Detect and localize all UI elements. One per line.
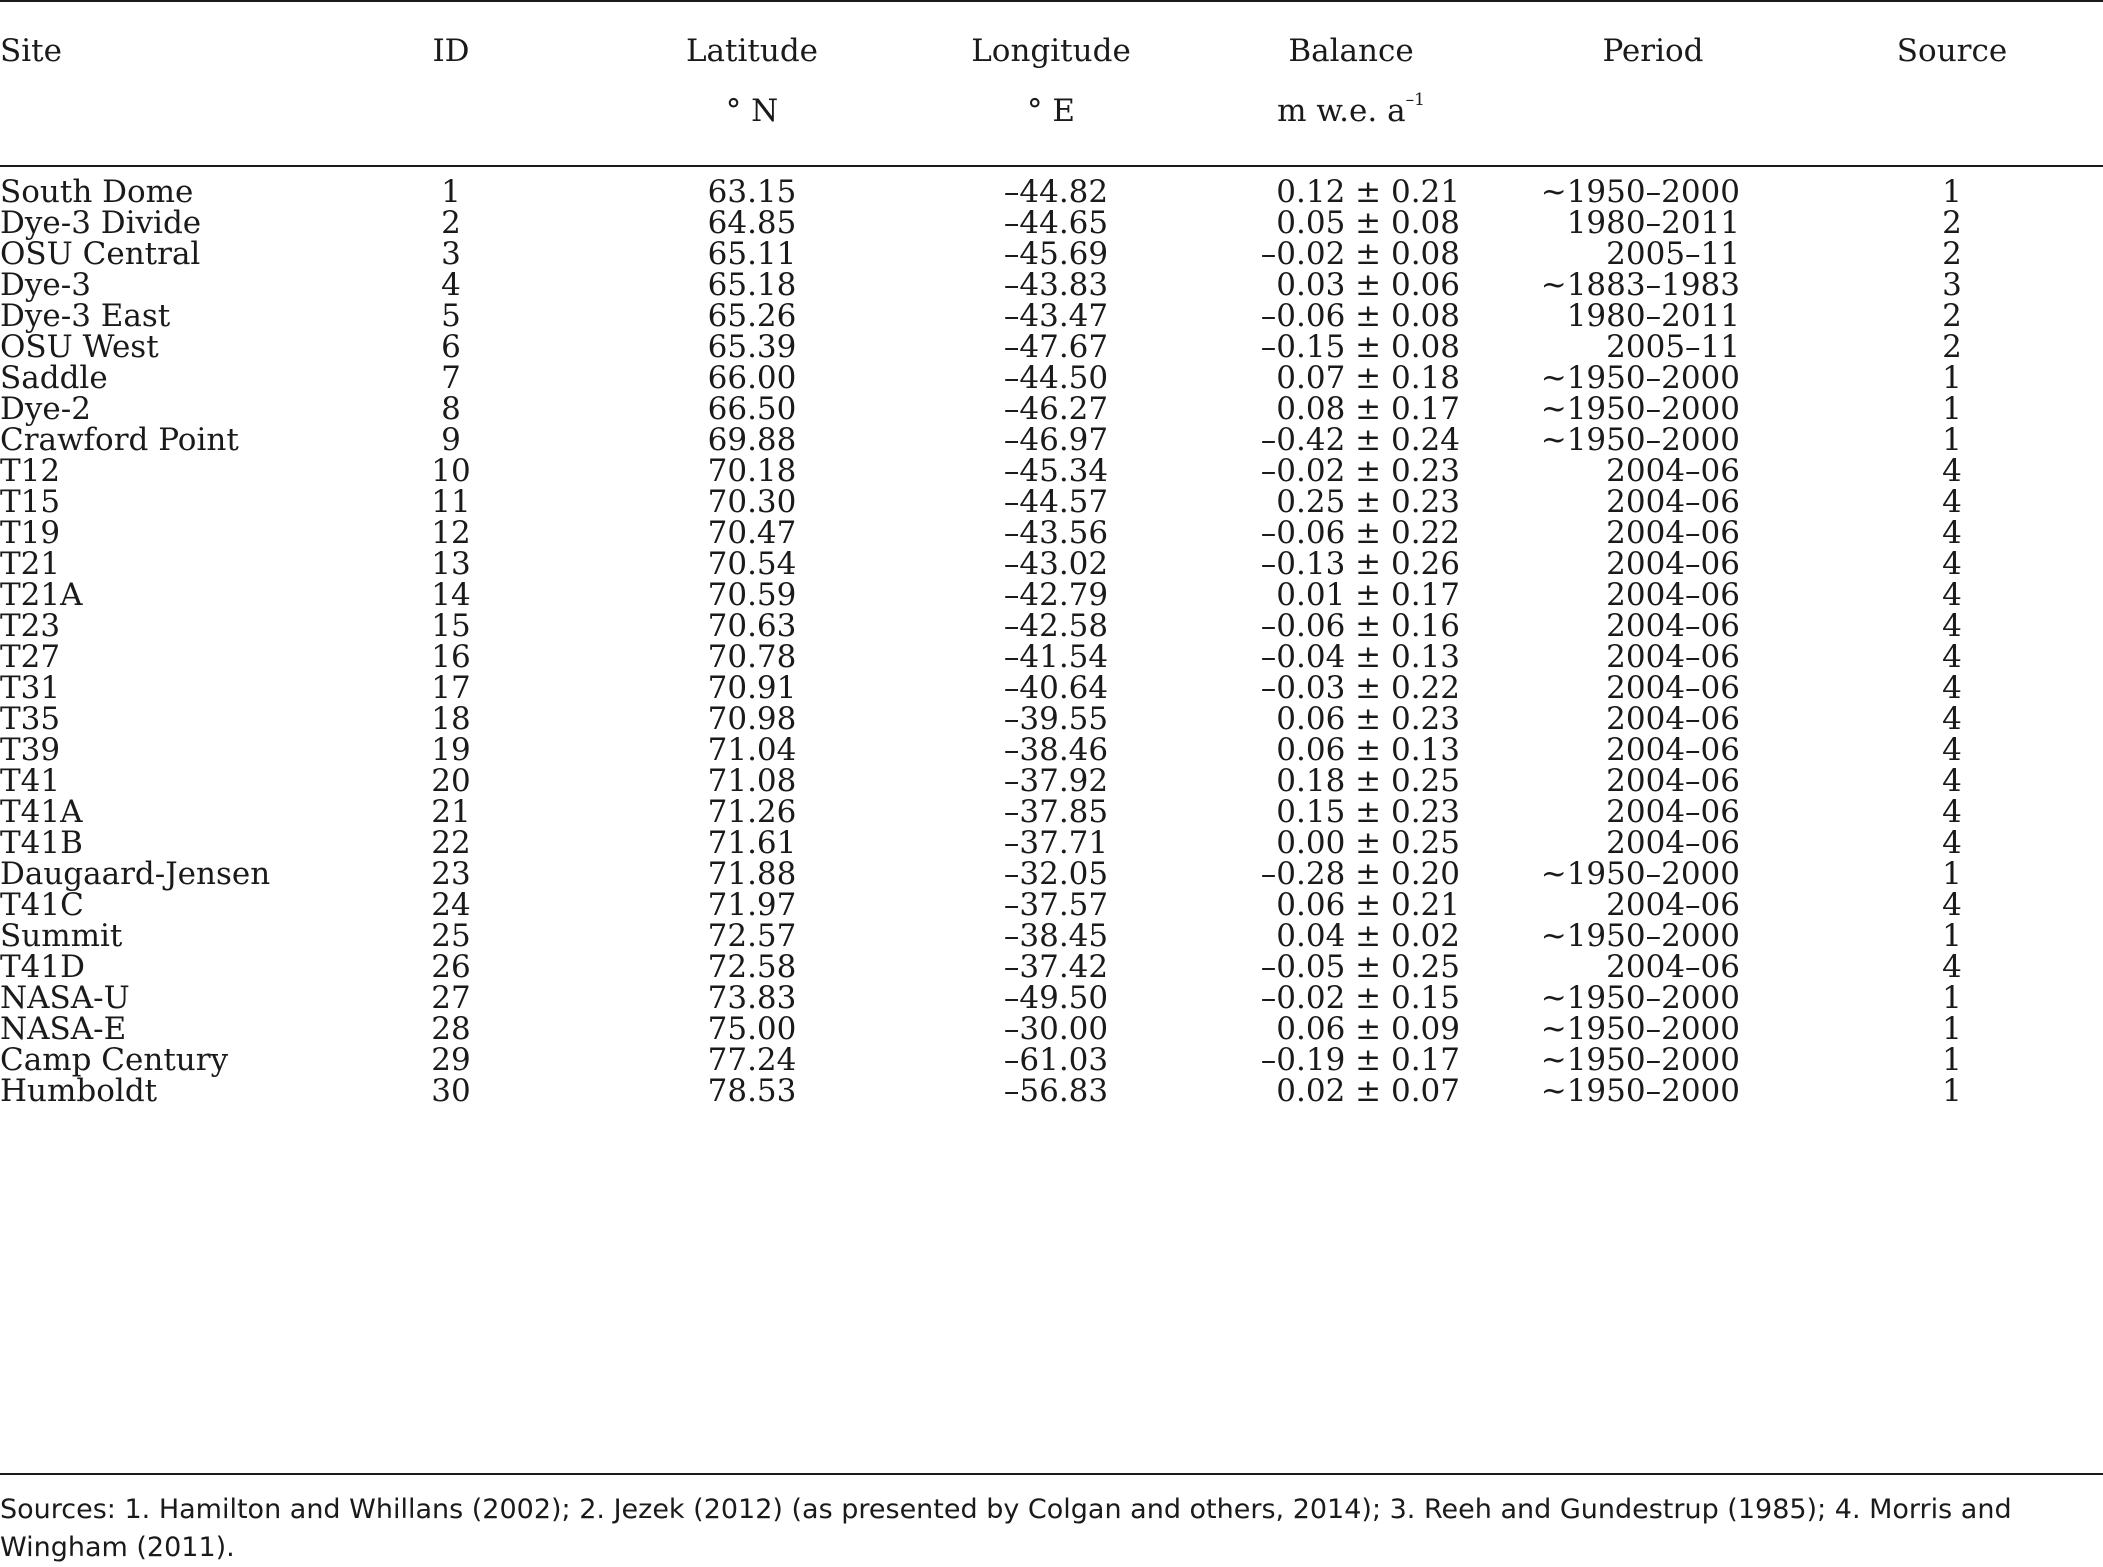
balance-cell: –0.06 ± 0.22 [1260, 515, 1460, 551]
latitude-cell: 65.26 [707, 298, 797, 334]
balance-cell: –0.04 ± 0.13 [1260, 639, 1460, 675]
source-cell: 1 [1942, 1042, 1962, 1078]
latitude-cell: 77.24 [707, 1042, 797, 1078]
site-cell: Daugaard-Jensen [0, 856, 271, 892]
id-cell: 30 [431, 1073, 471, 1109]
balance-cell: 0.18 ± 0.25 [1276, 763, 1460, 799]
source-cell: 4 [1942, 453, 1962, 489]
longitude-cell: –44.65 [1003, 205, 1109, 241]
bottom-rule [0, 1473, 2103, 1475]
site-cell: South Dome [0, 174, 194, 210]
period-cell: ~1950–2000 [1540, 360, 1740, 396]
source-cell: 4 [1942, 949, 1962, 985]
balance-cell: 0.03 ± 0.06 [1276, 267, 1460, 303]
latitude-cell: 71.04 [707, 732, 797, 768]
site-cell: Camp Century [0, 1042, 229, 1078]
longitude-cell: –37.57 [1003, 887, 1109, 923]
unit-latitude: ° N [725, 93, 779, 129]
id-cell: 24 [431, 887, 471, 923]
id-cell: 1 [441, 174, 461, 210]
latitude-cell: 70.47 [707, 515, 797, 551]
latitude-cell: 69.88 [707, 422, 797, 458]
latitude-cell: 78.53 [707, 1073, 797, 1109]
longitude-cell: –37.92 [1003, 763, 1109, 799]
balance-cell: 0.06 ± 0.21 [1276, 887, 1460, 923]
longitude-cell: –30.00 [1003, 1011, 1109, 1047]
longitude-cell: –40.64 [1003, 670, 1109, 706]
longitude-cell: –45.69 [1003, 236, 1109, 272]
balance-cell: 0.04 ± 0.02 [1276, 918, 1460, 954]
site-cell: Saddle [0, 360, 108, 396]
source-cell: 4 [1942, 670, 1962, 706]
header-period: Period [1602, 33, 1704, 69]
source-cell: 4 [1942, 794, 1962, 830]
balance-cell: –0.28 ± 0.20 [1260, 856, 1460, 892]
longitude-cell: –43.83 [1003, 267, 1109, 303]
header-balance: Balance [1288, 33, 1414, 69]
source-cell: 1 [1942, 174, 1962, 210]
source-cell: 1 [1942, 1073, 1962, 1109]
site-cell: T21A [0, 577, 83, 613]
balance-cell: 0.01 ± 0.17 [1276, 577, 1460, 613]
period-cell: ~1883–1983 [1540, 267, 1740, 303]
site-cell: Crawford Point [0, 422, 239, 458]
balance-cell: 0.06 ± 0.09 [1276, 1011, 1460, 1047]
latitude-cell: 65.11 [707, 236, 797, 272]
source-cell: 4 [1942, 515, 1962, 551]
source-cell: 1 [1942, 1011, 1962, 1047]
longitude-cell: –46.27 [1003, 391, 1109, 427]
source-cell: 4 [1942, 639, 1962, 675]
id-cell: 18 [431, 701, 471, 737]
id-cell: 29 [431, 1042, 471, 1078]
site-cell: T15 [0, 484, 61, 520]
longitude-cell: –44.57 [1003, 484, 1109, 520]
latitude-cell: 71.08 [707, 763, 797, 799]
period-cell: ~1950–2000 [1540, 1042, 1740, 1078]
balance-cell: 0.06 ± 0.23 [1276, 701, 1460, 737]
period-cell: 2004–06 [1606, 825, 1740, 861]
site-cell: NASA-E [0, 1011, 127, 1047]
site-cell: Summit [0, 918, 123, 954]
period-cell: 2004–06 [1606, 484, 1740, 520]
period-cell: ~1950–2000 [1540, 174, 1740, 210]
latitude-cell: 70.18 [707, 453, 797, 489]
longitude-cell: –44.50 [1003, 360, 1109, 396]
latitude-cell: 71.61 [707, 825, 797, 861]
id-cell: 17 [431, 670, 471, 706]
longitude-cell: –39.55 [1003, 701, 1109, 737]
balance-cell: 0.07 ± 0.18 [1276, 360, 1460, 396]
id-cell: 4 [441, 267, 461, 303]
balance-cell: –0.42 ± 0.24 [1260, 422, 1460, 458]
site-cell: T41 [0, 763, 61, 799]
source-cell: 4 [1942, 484, 1962, 520]
top-rule [0, 0, 2103, 2]
site-cell: T41B [0, 825, 83, 861]
longitude-cell: –56.83 [1003, 1073, 1109, 1109]
site-cell: T41A [0, 794, 83, 830]
period-cell: 2005–11 [1606, 236, 1740, 272]
balance-cell: –0.13 ± 0.26 [1260, 546, 1460, 582]
site-cell: OSU West [0, 329, 159, 365]
balance-cell: –0.03 ± 0.22 [1260, 670, 1460, 706]
source-cell: 1 [1942, 856, 1962, 892]
longitude-cell: –47.67 [1003, 329, 1109, 365]
latitude-cell: 70.59 [707, 577, 797, 613]
source-cell: 4 [1942, 887, 1962, 923]
site-cell: T39 [0, 732, 61, 768]
site-cell: Dye-3 East [0, 298, 171, 334]
id-cell: 9 [441, 422, 461, 458]
unit-balance-exponent: –1 [1405, 90, 1425, 110]
latitude-cell: 75.00 [707, 1011, 797, 1047]
period-cell: 2004–06 [1606, 608, 1740, 644]
site-cell: T41C [0, 887, 84, 923]
source-cell: 4 [1942, 701, 1962, 737]
source-cell: 1 [1942, 360, 1962, 396]
header-source: Source [1896, 33, 2008, 69]
id-cell: 7 [441, 360, 461, 396]
source-cell: 1 [1942, 918, 1962, 954]
balance-cell: 0.02 ± 0.07 [1276, 1073, 1460, 1109]
id-cell: 14 [431, 577, 471, 613]
period-cell: ~1950–2000 [1540, 918, 1740, 954]
header-id: ID [432, 33, 470, 69]
balance-cell: –0.06 ± 0.16 [1260, 608, 1460, 644]
latitude-cell: 71.88 [707, 856, 797, 892]
latitude-cell: 72.57 [707, 918, 797, 954]
unit-balance-base: m w.e. a [1277, 93, 1406, 129]
source-cell: 4 [1942, 763, 1962, 799]
unit-longitude: ° E [1027, 93, 1075, 129]
balance-cell: –0.02 ± 0.08 [1260, 236, 1460, 272]
site-cell: T12 [0, 453, 61, 489]
id-cell: 16 [431, 639, 471, 675]
period-cell: ~1950–2000 [1540, 422, 1740, 458]
balance-cell: –0.06 ± 0.08 [1260, 298, 1460, 334]
longitude-cell: –38.45 [1003, 918, 1109, 954]
site-cell: Dye-3 Divide [0, 205, 202, 241]
longitude-cell: –37.85 [1003, 794, 1109, 830]
balance-cell: 0.25 ± 0.23 [1276, 484, 1460, 520]
balance-cell: 0.08 ± 0.17 [1276, 391, 1460, 427]
longitude-cell: –43.47 [1003, 298, 1109, 334]
site-cell: NASA-U [0, 980, 130, 1016]
period-cell: 2004–06 [1606, 949, 1740, 985]
source-cell: 4 [1942, 608, 1962, 644]
longitude-cell: –61.03 [1003, 1042, 1109, 1078]
balance-cell: –0.15 ± 0.08 [1260, 329, 1460, 365]
site-cell: T27 [0, 639, 61, 675]
period-cell: 2004–06 [1606, 546, 1740, 582]
id-cell: 25 [431, 918, 471, 954]
table-row [0, 1073, 2103, 1117]
period-cell: ~1950–2000 [1540, 391, 1740, 427]
balance-cell: 0.00 ± 0.25 [1276, 825, 1460, 861]
period-cell: ~1950–2000 [1540, 980, 1740, 1016]
balance-cell: –0.19 ± 0.17 [1260, 1042, 1460, 1078]
period-cell: 2004–06 [1606, 639, 1740, 675]
longitude-cell: –41.54 [1003, 639, 1109, 675]
latitude-cell: 73.83 [707, 980, 797, 1016]
id-cell: 23 [431, 856, 471, 892]
longitude-cell: –32.05 [1003, 856, 1109, 892]
source-cell: 1 [1942, 391, 1962, 427]
id-cell: 15 [431, 608, 471, 644]
latitude-cell: 66.50 [707, 391, 797, 427]
period-cell: 2004–06 [1606, 701, 1740, 737]
balance-cell: 0.15 ± 0.23 [1276, 794, 1460, 830]
site-cell: T41D [0, 949, 85, 985]
id-cell: 11 [431, 484, 471, 520]
header-latitude: Latitude [685, 33, 819, 69]
latitude-cell: 71.97 [707, 887, 797, 923]
id-cell: 8 [441, 391, 461, 427]
period-cell: 2004–06 [1606, 453, 1740, 489]
latitude-cell: 70.63 [707, 608, 797, 644]
latitude-cell: 64.85 [707, 205, 797, 241]
id-cell: 5 [441, 298, 461, 334]
longitude-cell: –37.71 [1003, 825, 1109, 861]
latitude-cell: 70.54 [707, 546, 797, 582]
source-cell: 1 [1942, 422, 1962, 458]
longitude-cell: –46.97 [1003, 422, 1109, 458]
site-cell: T35 [0, 701, 61, 737]
longitude-cell: –44.82 [1003, 174, 1109, 210]
source-cell: 2 [1942, 205, 1962, 241]
longitude-cell: –43.02 [1003, 546, 1109, 582]
balance-cell: –0.02 ± 0.23 [1260, 453, 1460, 489]
source-cell: 4 [1942, 577, 1962, 613]
site-cell: T21 [0, 546, 61, 582]
id-cell: 3 [441, 236, 461, 272]
period-cell: 2004–06 [1606, 670, 1740, 706]
site-cell: T31 [0, 670, 61, 706]
id-cell: 27 [431, 980, 471, 1016]
longitude-cell: –37.42 [1003, 949, 1109, 985]
site-cell: T19 [0, 515, 61, 551]
balance-cell: 0.05 ± 0.08 [1276, 205, 1460, 241]
period-cell: 2004–06 [1606, 887, 1740, 923]
site-cell: Dye-3 [0, 267, 91, 303]
latitude-cell: 70.91 [707, 670, 797, 706]
latitude-cell: 70.98 [707, 701, 797, 737]
period-cell: 2004–06 [1606, 577, 1740, 613]
period-cell: 2004–06 [1606, 794, 1740, 830]
site-cell: OSU Central [0, 236, 201, 272]
latitude-cell: 66.00 [707, 360, 797, 396]
id-cell: 19 [431, 732, 471, 768]
period-cell: 2004–06 [1606, 732, 1740, 768]
source-cell: 2 [1942, 298, 1962, 334]
period-cell: ~1950–2000 [1540, 1011, 1740, 1047]
source-cell: 1 [1942, 980, 1962, 1016]
period-cell: 1980–2011 [1566, 205, 1740, 241]
period-cell: 2004–06 [1606, 763, 1740, 799]
latitude-cell: 70.78 [707, 639, 797, 675]
id-cell: 10 [431, 453, 471, 489]
latitude-cell: 70.30 [707, 484, 797, 520]
header-site: Site [0, 33, 62, 69]
period-cell: ~1950–2000 [1540, 1073, 1740, 1109]
unit-balance [1251, 90, 1451, 129]
table-footnote: Sources: 1. Hamilton and Whillans (2002); 2. Jezek (2012) (as presented by Colgan and others, 2014); 3. Reeh and Gundestrup (1985); 4. Morris and Wingham (2011). [0, 1494, 2012, 1563]
header-longitude: Longitude [971, 33, 1131, 69]
header-rule [0, 165, 2103, 167]
id-cell: 22 [431, 825, 471, 861]
id-cell: 6 [441, 329, 461, 365]
id-cell: 26 [431, 949, 471, 985]
source-cell: 2 [1942, 236, 1962, 272]
period-cell: ~1950–2000 [1540, 856, 1740, 892]
id-cell: 12 [431, 515, 471, 551]
balance-cell: 0.12 ± 0.21 [1276, 174, 1460, 210]
site-cell: Humboldt [0, 1073, 158, 1109]
id-cell: 2 [441, 205, 461, 241]
source-cell: 4 [1942, 546, 1962, 582]
source-cell: 4 [1942, 732, 1962, 768]
balance-cell: –0.05 ± 0.25 [1260, 949, 1460, 985]
longitude-cell: –38.46 [1003, 732, 1109, 768]
longitude-cell: –43.56 [1003, 515, 1109, 551]
longitude-cell: –42.79 [1003, 577, 1109, 613]
longitude-cell: –45.34 [1003, 453, 1109, 489]
site-cell: Dye-2 [0, 391, 91, 427]
balance-cell: –0.02 ± 0.15 [1260, 980, 1460, 1016]
source-cell: 4 [1942, 825, 1962, 861]
longitude-cell: –49.50 [1003, 980, 1109, 1016]
latitude-cell: 65.39 [707, 329, 797, 365]
balance-cell: 0.06 ± 0.13 [1276, 732, 1460, 768]
id-cell: 21 [431, 794, 471, 830]
source-cell: 3 [1942, 267, 1962, 303]
period-cell: 2005–11 [1606, 329, 1740, 365]
latitude-cell: 71.26 [707, 794, 797, 830]
longitude-cell: –42.58 [1003, 608, 1109, 644]
latitude-cell: 63.15 [707, 174, 797, 210]
site-cell: T23 [0, 608, 61, 644]
period-cell: 1980–2011 [1566, 298, 1740, 334]
id-cell: 28 [431, 1011, 471, 1047]
id-cell: 20 [431, 763, 471, 799]
source-cell: 2 [1942, 329, 1962, 365]
id-cell: 13 [431, 546, 471, 582]
latitude-cell: 65.18 [707, 267, 797, 303]
latitude-cell: 72.58 [707, 949, 797, 985]
period-cell: 2004–06 [1606, 515, 1740, 551]
